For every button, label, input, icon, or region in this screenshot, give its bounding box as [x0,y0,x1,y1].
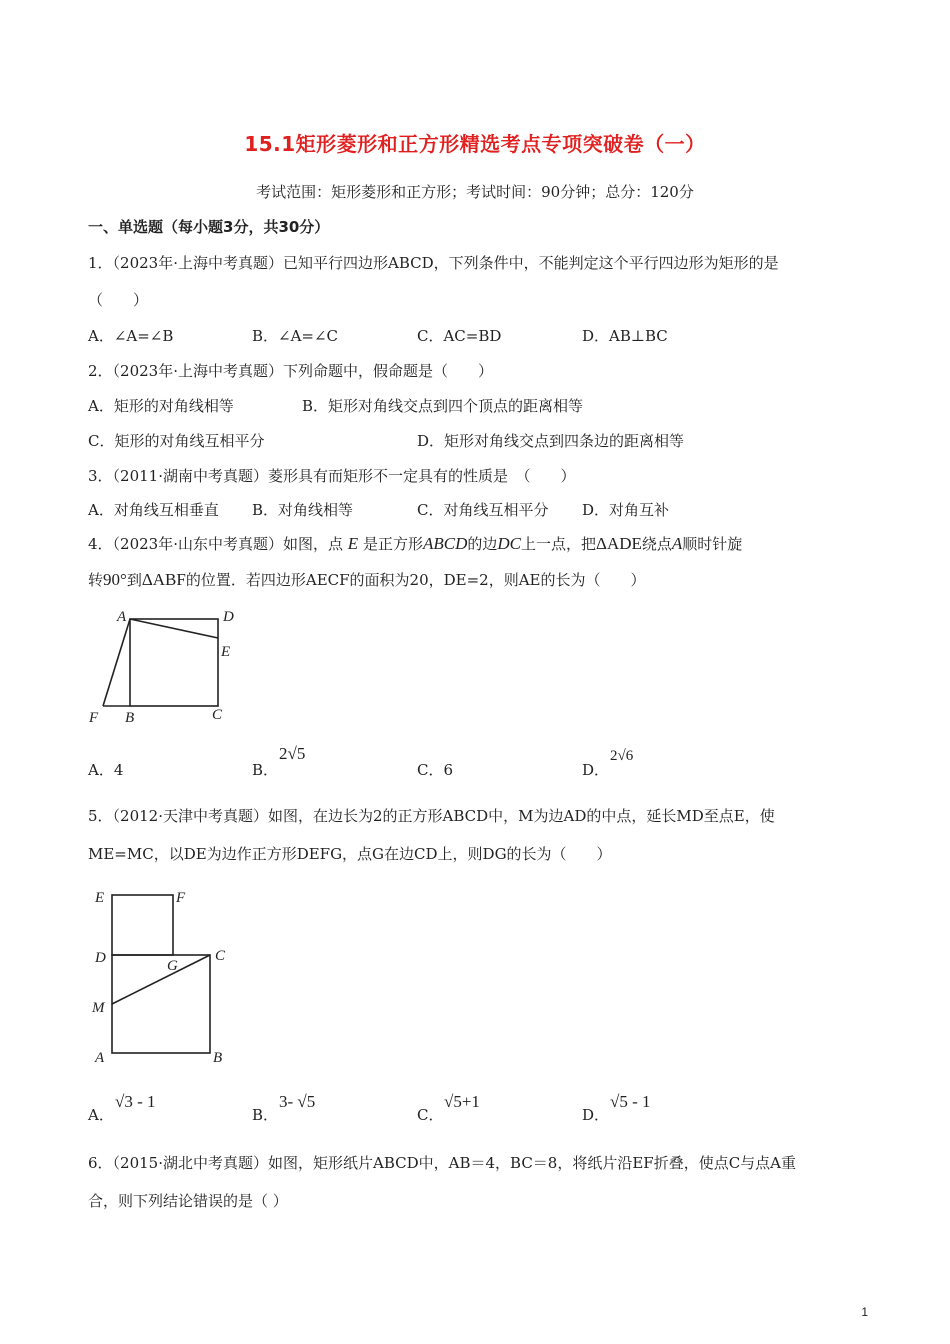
q4-segment-ae [130,619,218,638]
q2-option-a: A．矩形的对角线相等 [88,397,234,415]
q1-option-c: C．AC=BD [417,327,502,345]
q5-label-d: D [95,950,106,966]
q1-paren: （ ） [88,291,149,309]
q5-square-defg [112,895,173,955]
q5-segment-mc [112,955,210,1004]
q4-stem-line1: 4．（2023年·山东中考真题）如图，点 E 是正方形ABCD的边DC上一点，把ΔADE绕点A顺时针旋 [88,534,743,553]
q1-option-a: A．∠A=∠B [88,327,174,345]
q1-option-d: D．AB⊥BC [582,327,668,345]
q1-option-b: B．∠A=∠C [252,327,339,345]
q5-option-d-letter: D． [582,1106,610,1124]
q5-option-b-letter: B． [252,1106,279,1124]
q5-option-b-value: 3- √5 [279,1092,316,1111]
q5-square-abcd [112,955,210,1053]
q4-option-b-value: 2√5 [279,744,306,763]
q5-option-c-value: √5+1 [444,1092,480,1111]
q4-option-b-letter: B． [252,761,279,779]
q6-stem-line1: 6．（2015·湖北中考真题）如图，矩形纸片ABCD中，AB＝4，BC＝8，将纸片沿EF折叠，使点C与点A重 [88,1154,797,1172]
q2-stem: 2．（2023年·上海中考真题）下列命题中，假命题是（ ） [88,362,493,380]
q2-option-b: B．矩形对角线交点到四个顶点的距离相等 [302,397,584,415]
q1-stem: 1．（2023年·上海中考真题）已知平行四边形ABCD，下列条件中，不能判定这个平行四边形为矩形的是 [88,254,779,272]
q5-figure [84,880,244,1070]
q3-option-b: B．对角线相等 [252,501,354,519]
q5-label-e: E [95,890,105,906]
page-number: 1 [861,1305,868,1319]
q4-label-f: F [89,710,99,726]
q4-label-e: E [221,644,231,660]
q5-option-d-value: √5 - 1 [610,1092,651,1111]
q5-label-b: B [213,1050,223,1066]
q4-option-c: C．6 [417,761,454,779]
q3-stem: 3．（2011·湖南中考真题）菱形具有而矩形不一定具有的性质是 （ ） [88,467,576,485]
q5-label-f: F [176,890,186,906]
q4-option-d-letter: D． [582,761,610,779]
q5-label-c: C [215,948,226,964]
q5-option-c-letter: C． [417,1106,444,1124]
q2-option-d: D．矩形对角线交点到四条边的距离相等 [417,432,685,450]
q2-option-c: C．矩形的对角线互相平分 [88,432,265,450]
q4-square-abcd [130,619,218,706]
q3-option-d: D．对角互补 [582,501,670,519]
q4-figure [84,604,244,728]
exam-info: 考试范围：矩形菱形和正方形；考试时间：90分钟；总分：120分 [256,183,694,201]
q5-option-a-letter: A． [88,1106,114,1124]
q6-stem-line2: 合，则下列结论错误的是（ ） [88,1192,288,1210]
page-title: 15.1矩形菱形和正方形精选考点专项突破卷（一） [244,132,706,156]
q4-label-b: B [125,710,135,726]
q3-option-a: A．对角线互相垂直 [88,501,219,519]
q3-option-c: C．对角线互相平分 [417,501,549,519]
q4-label-d: D [223,609,234,625]
q5-label-m: M [92,1000,105,1016]
q5-stem-line2: ME=MC，以DE为边作正方形DEFG，点G在边CD上，则DG的长为（ ） [88,845,612,863]
q4-segment-af [103,619,130,706]
section-heading: 一、单选题（每小题3分，共30分） [88,218,330,236]
q4-label-c: C [212,707,223,723]
q5-option-a-value: √3 - 1 [115,1092,156,1111]
q5-stem-line1: 5．（2012·天津中考真题）如图，在边长为2的正方形ABCD中，M为边AD的中点，延长MD至点E，使 [88,807,775,825]
q4-label-a: A [117,609,127,625]
q4-option-d-value: 2√6 [610,748,634,764]
q4-stem-line2: 转90°到ΔABF的位置．若四边形AECF的面积为20，DE=2，则AE的长为（ ） [88,570,646,589]
q5-label-a: A [95,1050,105,1066]
q5-label-g: G [167,958,178,974]
q4-option-a: A．4 [88,761,124,779]
